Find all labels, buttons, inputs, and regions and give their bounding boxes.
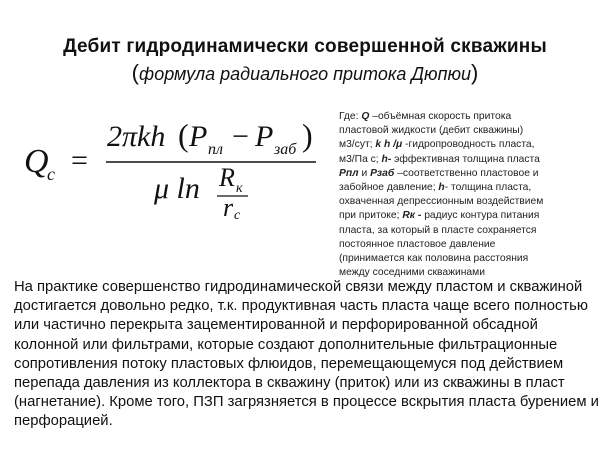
legend-text: -гидропроводность пласта, <box>402 139 535 151</box>
formula-equals: = <box>71 144 88 177</box>
body-paragraph: На практике совершенство гидродинамической связи между пластом и скважиной достигается довольно редко, т.к. продуктивная часть пласта чаще всего полностью или частично перекрыта зацементированной и перфорированной обсадной колонной или фильтрами, которые создают дополнительные фильтрационные сопротивления потоку пластовых флюидов, перемещающемуся под действием перепада давления из коллектора в скважину (приток) или из скважины в пласт (нагнетание). Кроме того, ПЗП загрязняется в процессе вскрытия пласта бурением и перфорацией. <box>14 279 599 430</box>
formula-p-zab-sub: заб <box>274 141 297 158</box>
legend-symbol: Q <box>361 111 370 122</box>
subtitle-text: формула радиального притока Дюпюи <box>138 64 472 84</box>
legend-line <box>339 181 601 195</box>
legend-symbol: Pпл <box>339 167 359 179</box>
legend-line <box>339 209 601 223</box>
legend-line: охваченная депрессионным воздействием <box>339 196 544 208</box>
formula-num-open: ( <box>178 117 189 153</box>
slide-title: Дебит гидродинамически совершенной скважины <box>63 36 547 57</box>
subtitle-open-paren: ( <box>131 60 139 85</box>
legend-line: пластовой жидкости (дебит скважины) <box>339 125 524 137</box>
formula-p-pl: P <box>189 120 208 153</box>
legend-line <box>339 138 601 152</box>
legend-line: между соседними скважинами <box>339 267 485 279</box>
legend-text: радиус контура питания <box>421 210 540 222</box>
formula-minus: − <box>232 120 249 153</box>
formula-r-k-sub: к <box>236 181 243 196</box>
legend-text: –объёмная скорость притока <box>369 111 512 122</box>
legend-text: эффективная толщина пласта <box>391 153 540 165</box>
legend-symbol: Rк - <box>402 210 422 222</box>
formula-q: Q <box>24 143 49 180</box>
legend-text: - толщина пласта, <box>444 182 532 194</box>
formula-num-prefix: 2πkh <box>107 120 166 153</box>
dupuit-formula <box>14 110 334 220</box>
legend-text: забойное давление; <box>339 182 439 194</box>
legend-symbol: h- <box>381 153 392 165</box>
legend-text: –соответственно пластовое и <box>394 167 539 179</box>
legend-line <box>339 167 601 181</box>
subtitle-close-paren: ) <box>471 60 479 85</box>
legend-line <box>339 153 601 167</box>
legend-text: при притоке; <box>339 210 403 222</box>
legend-text: м3/сут; <box>339 139 376 151</box>
formula-legend <box>339 110 601 280</box>
legend-text: и <box>358 167 371 179</box>
slide-subtitle <box>0 60 610 86</box>
formula-p-zab: P <box>255 120 274 153</box>
legend-text: Где: <box>339 111 362 122</box>
formula-mu-ln: μ ln <box>154 172 200 205</box>
formula-r-k: R <box>219 163 235 192</box>
legend-text: м3/Па с; <box>339 153 382 165</box>
formula-r-c-sub: c <box>234 208 241 220</box>
legend-symbol: h <box>438 182 445 194</box>
legend-symbol: Pзаб <box>370 167 395 179</box>
formula-r-c: r <box>223 193 234 220</box>
legend-line: постоянное пластовое давление <box>339 238 496 250</box>
legend-line <box>339 110 601 124</box>
formula-num-close: ) <box>302 117 313 153</box>
formula-p-pl-sub: пл <box>208 141 223 158</box>
legend-line: (принимается как половина расстояния <box>339 253 529 265</box>
formula-q-sub: c <box>47 164 55 184</box>
legend-line: пласта, за который в пласте сохраняется <box>339 224 537 236</box>
legend-symbol: k h /μ <box>375 139 403 151</box>
